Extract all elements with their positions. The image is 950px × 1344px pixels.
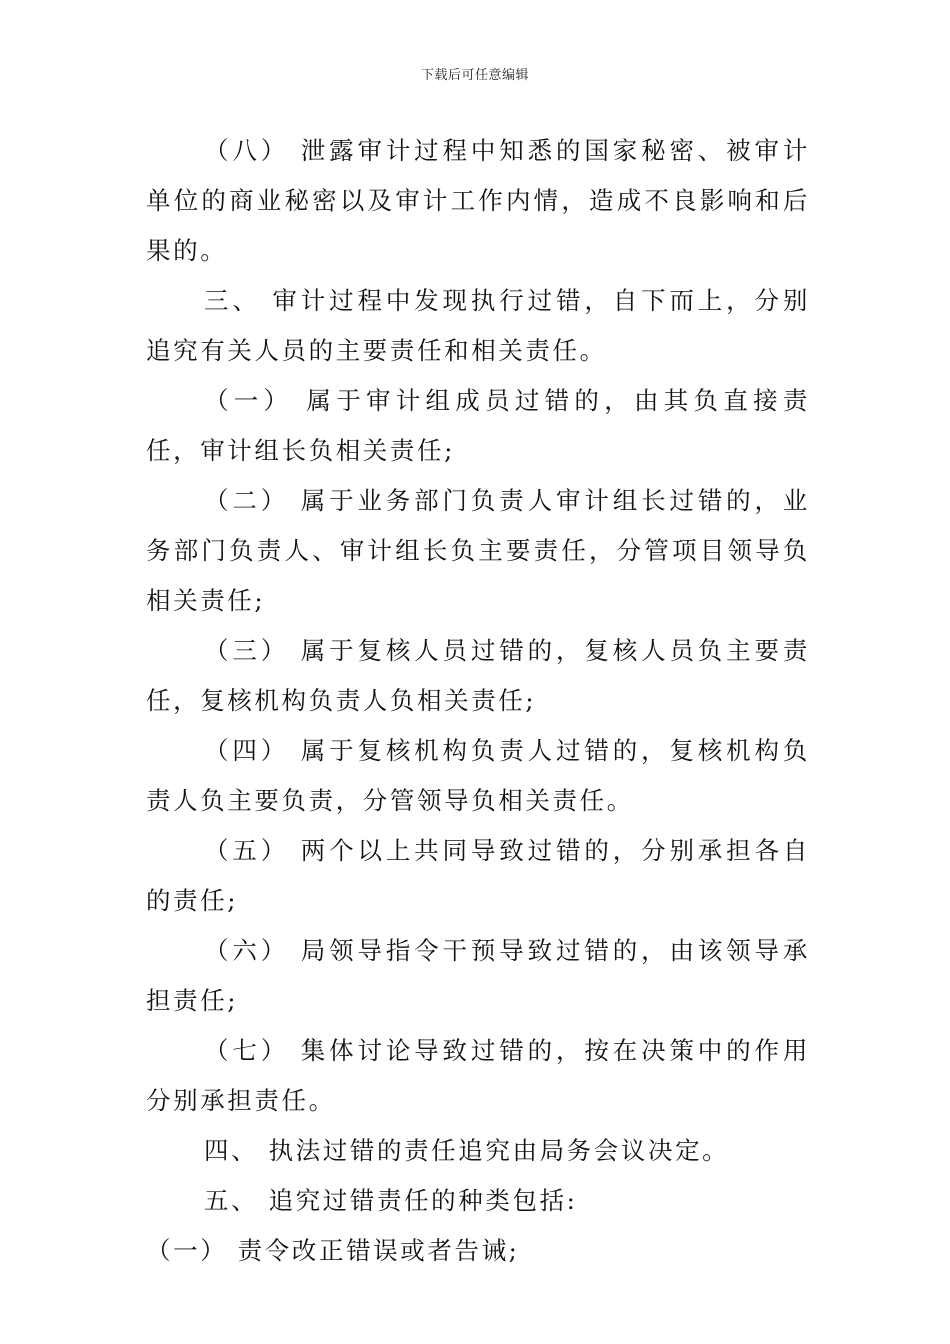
paragraph-item-8-leak-secrets: （八） 泄露审计过程中知悉的国家秘密、被审计单位的商业秘密以及审计工作内情，造成不良影响和后果的。 <box>146 136 810 265</box>
paragraph-item-1-team-member: （一） 属于审计组成员过错的，由其负直接责任，审计组长负相关责任; <box>146 386 810 465</box>
paragraph-item-3-reviewer: （三） 属于复核人员过错的，复核人员负主要责任，复核机构负责人负相关责任; <box>146 636 810 715</box>
paragraph-item-7-collective-decision: （七） 集体讨论导致过错的，按在决策中的作用分别承担责任。 <box>146 1036 810 1115</box>
paragraph-type-1-correction: （一） 责令改正错误或者告诫; <box>146 1236 520 1265</box>
paragraph-item-4-review-head: （四） 属于复核机构负责人过错的，复核机构负责人负主要负责，分管领导负相关责任。 <box>146 736 810 815</box>
paragraph-section-5-types: 五、 追究过错责任的种类包括: <box>204 1186 578 1215</box>
page-header: 下载后可任意编辑 <box>420 68 529 83</box>
document-body <box>146 126 810 1276</box>
paragraph-item-6-leader-interference: （六） 局领导指令干预导致过错的，由该领导承担责任; <box>146 936 810 1015</box>
paragraph-section-4-decision: 四、 执法过错的责任追究由局务会议决定。 <box>204 1136 730 1165</box>
paragraph-item-2-department-head: （二） 属于业务部门负责人审计组长过错的，业务部门负责人、审计组长负主要责任，分管项目领导负相关责任; <box>146 486 810 615</box>
paragraph-section-3-audit-errors: 三、 审计过程中发现执行过错，自下而上，分别追究有关人员的主要责任和相关责任。 <box>146 286 810 365</box>
paragraph-item-5-joint-fault: （五） 两个以上共同导致过错的，分别承担各自的责任; <box>146 836 810 915</box>
